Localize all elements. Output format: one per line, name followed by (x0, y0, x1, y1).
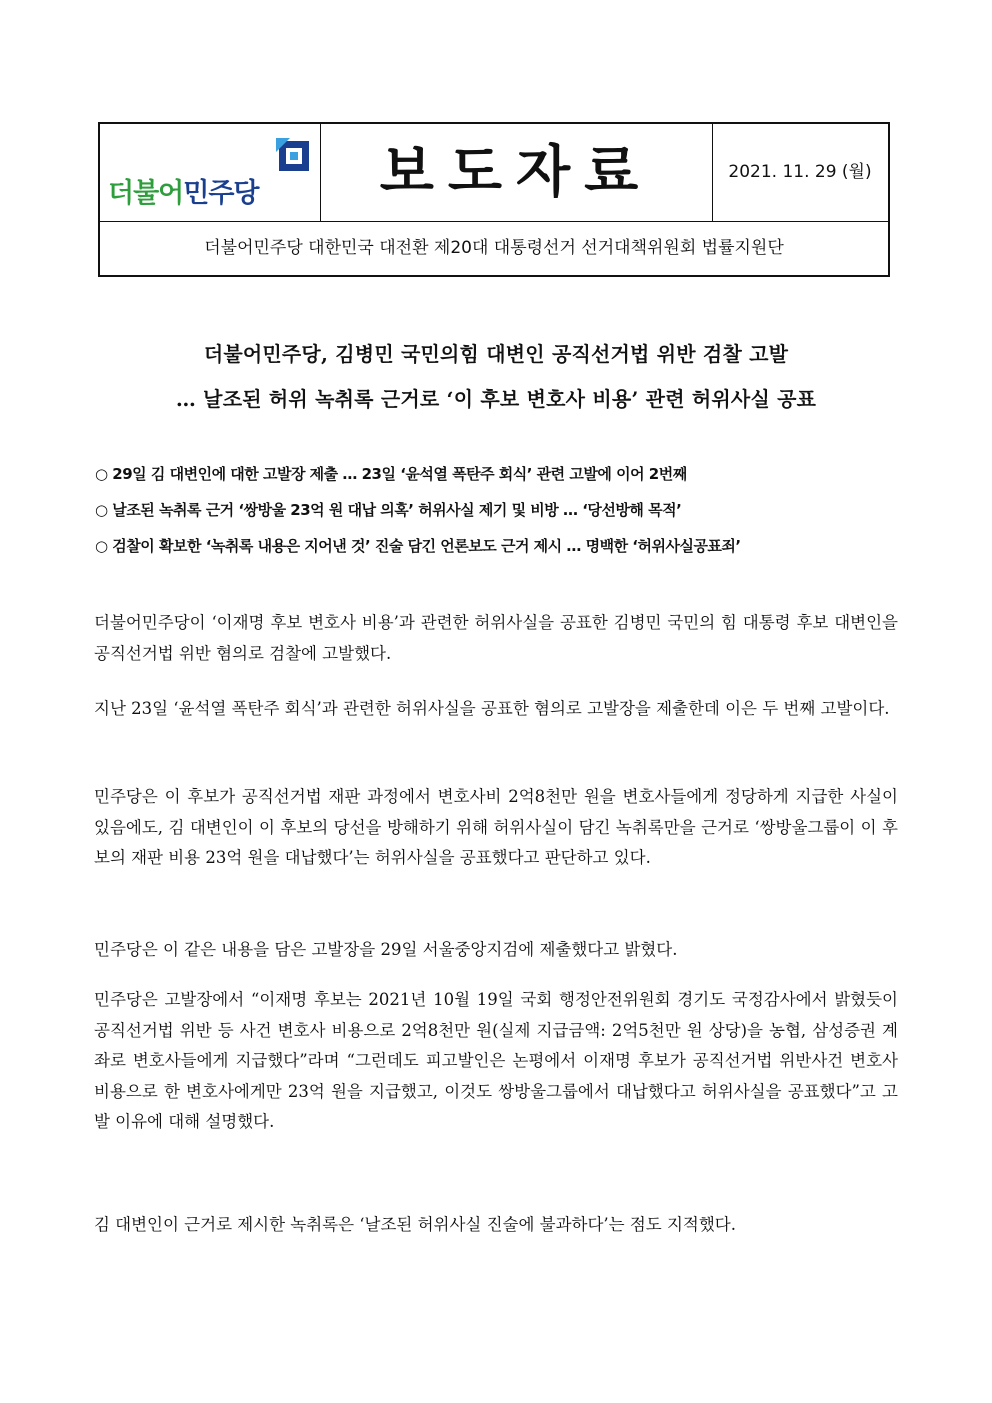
body-paragraph: 민주당은 고발장에서 “이재명 후보는 2021년 10월 19일 국회 행정안전위원회 경기도 국정감사에서 밝혔듯이 공직선거법 위반 등 사건 변호사 비용으로 2억8천만 원(실제 지급금액: 2억5천만 원 상당)을 농협, 삼성증권 계좌로 변호사들에게 지급했다”라며 “그런데도 피고발인은 논평에서 이재명 후보가 공직선거법 위반사건 변호사 비용으로 한 변호사에게만 23억 원을 지급했고, 이것도 쌍방울그룹에서 대납했다고 허위사실을 공표했다”고 고발 이유에 대해 설명했다. (94, 990, 898, 1131)
title-cell (320, 124, 713, 221)
press-release-header (98, 122, 890, 277)
summary-bullet: ○ 검찰이 확보한 ‘녹취록 내용은 지어낸 것’ 진술 담긴 언론보도 근거 제시 … 명백한 ‘허위사실공표죄’ (95, 537, 741, 555)
organization-line: 더불어민주당 대한민국 대전환 제20대 대통령선거 선거대책위원회 법률지원단 (204, 238, 784, 258)
release-date: 2021. 11. 29 (월) (728, 162, 872, 182)
date-cell (712, 124, 888, 221)
headline-sub: … 날조된 허위 녹취록 근거로 ‘이 후보 변호사 비용’ 관련 허위사실 공표 (175, 387, 817, 411)
body-paragraph: 지난 23일 ‘윤석열 폭탄주 회식’과 관련한 허위사실을 공표한 혐의로 고발장을 제출한데 이은 두 번째 고발이다. (94, 699, 890, 718)
headline-main: 더불어민주당, 김병민 국민의힘 대변인 공직선거법 위반 검찰 고발 (203, 342, 789, 366)
party-logo-text: 더불어민주당 (108, 178, 259, 209)
summary-bullet: ○ 날조된 녹취록 근거 ‘쌍방울 23억 원 대납 의혹’ 허위사실 제기 및 비방 … ‘당선방해 목적’ (95, 501, 682, 519)
body-paragraph: 김 대변인이 근거로 제시한 녹취록은 ‘날조된 허위사실 진술에 불과하다’는 점도 지적했다. (94, 1215, 736, 1234)
body-paragraph: 더불어민주당이 ‘이재명 후보 변호사 비용’과 관련한 허위사실을 공표한 김병민 국민의 힘 대통령 후보 대변인을 공직선거법 위반 혐의로 검찰에 고발했다. (94, 613, 898, 663)
body-paragraph: 민주당은 이 같은 내용을 담은 고발장을 29일 서울중앙지검에 제출했다고 밝혔다. (94, 940, 678, 959)
header-top-row (100, 124, 888, 222)
body-paragraph: 민주당은 이 후보가 공직선거법 재판 과정에서 변호사비 2억8천만 원을 변호사들에게 정당하게 지급한 사실이 있음에도, 김 대변인이 이 후보의 당선을 방해하기 위해 허위사실이 담긴 녹취록만을 근거로 ‘쌍방울그룹이 이 후보의 재판 비용 23억 원을 대납했다’는 허위사실을 공표했다고 판단하고 있다. (94, 787, 898, 867)
party-logo-cell (100, 124, 321, 221)
summary-bullet: ○ 29일 김 대변인에 대한 고발장 제출 … 23일 ‘윤석열 폭탄주 회식’ 관련 고발에 이어 2번째 (95, 465, 687, 483)
party-logo-icon (276, 138, 312, 174)
page-title: 보도자료 (379, 140, 653, 205)
